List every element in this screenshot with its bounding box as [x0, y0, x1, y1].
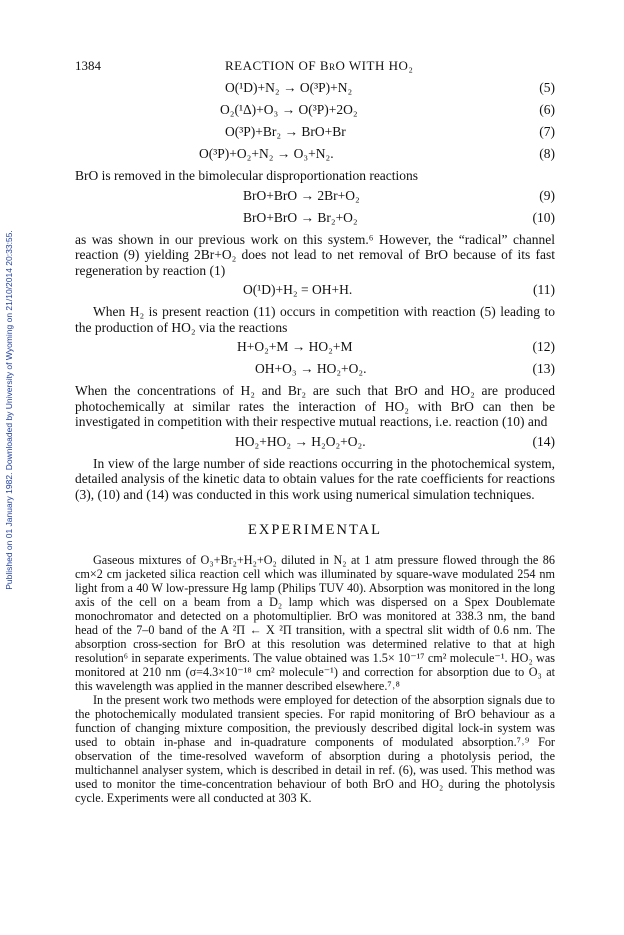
paragraph-h2-present: When H₂ is present reaction (11) occurs in competition with reaction (5) leading to the production of HO₂ via the reactions [75, 304, 555, 335]
paragraph-removal: BrO is removed in the bimolecular disproportionation reactions [75, 168, 419, 183]
equation-12 [75, 339, 555, 361]
equation-number: (6) [539, 102, 555, 117]
equation-13 [75, 361, 555, 383]
equation-formula: BrO+BrO → 2Br+O₂ [243, 187, 360, 203]
equation-7 [75, 124, 555, 146]
equation-11 [75, 282, 555, 304]
equation-8 [75, 146, 555, 168]
paragraph-side-reactions: In view of the large number of side reactions occurring in the photochemical system, detailed analysis of the kinetic data to obtain values for the rate coefficients for reactions (3), (10) and (14) was conducted in this work using numerical simulation techniques. [75, 455, 555, 502]
equation-14 [75, 434, 555, 456]
equation-formula: O(¹D)+H₂ = OH+H. [243, 282, 353, 297]
paragraph-concentrations: When the concentrations of H₂ and Br₂ are such that BrO and HO₂ are produced photochemically at similar rates the interaction of HO₂ with BrO can then be investigated in competition with their respective mutual reactions, i.e. reaction (10) and [75, 383, 555, 429]
equation-9 [75, 188, 555, 210]
running-title: REACTION OF BrO WITH HO₂ [225, 58, 414, 73]
paragraph-radical-channel: as was shown in our previous work on this system.⁶ However, the “radical” channel reaction (9) yielding 2Br+O₂ does not lead to net removal of BrO because of its fast regeneration by reaction (1) [75, 231, 555, 278]
equation-number: (14) [532, 433, 555, 449]
equation-formula: O(¹D)+N₂ → O(³P)+N₂ [225, 80, 353, 95]
equation-formula: O₂(¹Δ)+O₃ → O(³P)+2O₂ [220, 102, 358, 117]
download-watermark [2, 150, 16, 670]
equation-formula: OH+O₃ → HO₂+O₂. [255, 361, 367, 376]
page [75, 58, 555, 805]
equation-number: (8) [539, 146, 555, 161]
equation-formula: BrO+BrO → Br₂+O₂ [243, 209, 358, 225]
equation-6 [75, 102, 555, 124]
download-watermark-text: Published on 01 January 1982. Downloaded by University of Wyoming on 21/10/2014 20:33:55. [4, 230, 14, 590]
equation-number: (12) [532, 339, 555, 354]
equation-formula: O(³P)+Br₂ → BrO+Br [225, 124, 346, 139]
page-header [75, 58, 555, 80]
equation-number: (7) [539, 124, 555, 139]
section-heading-experimental: EXPERIMENTAL [248, 522, 382, 538]
equation-5 [75, 80, 555, 102]
equation-formula: H+O₂+M → HO₂+M [237, 339, 353, 354]
experimental-section [75, 553, 555, 805]
equation-number: (9) [539, 187, 555, 203]
page-number: 1384 [75, 58, 101, 73]
paragraph-gaseous-mixtures: Gaseous mixtures of O₃+Br₂+H₂+O₂ diluted in N₂ at 1 atm pressure flowed through the 86 cm×2 cm jacketed silica reaction cell which was illuminated by square-wave modulated 254 nm light from a 40 W low-pressure Hg lamp (Philips TUV 40). Absorption was monitored in the long axis of the cell on a beam from a D₂ lamp which was dispersed on a Spex Doublemate monochromator and detected on a photomultiplier. BrO was monitored at 338.3 nm, the band head of the 7–0 band of the A ²Π ← X ²Π transition, with a spectral slit width of 0.6 nm. The absorption cross-section for BrO at this resolution was determined relative to that at high resolution⁶ in separate experiments. The value obtained was 1.5× 10⁻¹⁷ cm² molecule⁻¹. HO₂ was monitored at 210 nm (σ=4.3×10⁻¹⁸ cm² molecule⁻¹) and correction for absorption due to O₃ at this wavelength was applied in the manner described elsewhere.⁷˒⁸ [75, 553, 555, 693]
equation-10 [75, 210, 555, 232]
equation-formula: HO₂+HO₂ → H₂O₂+O₂. [235, 433, 366, 449]
equation-number: (13) [532, 361, 555, 376]
equation-number: (10) [532, 209, 555, 225]
paragraph-detection-methods: In the present work two methods were employed for detection of the absorption signals due to the photochemically modulated transient species. For rapid monitoring of BrO behaviour as a function of changing mixture composition, the previously described digital lock-in system was used to obtain in-phase and in-quadrature components of modulated absorption.⁷˒⁹ For observation of the time-resolved waveform of absorption during a photolysis period, the multichannel analyser system, which is described in detail in ref. (6), was used. This method was used to monitor the time-concentration behaviour of both BrO and HO₂ during the photolysis cycle. Experiments were all conducted at 303 K. [75, 693, 555, 805]
equation-formula: O(³P)+O₂+N₂ → O₃+N₂. [199, 146, 334, 161]
equation-number: (11) [533, 282, 555, 297]
equation-number: (5) [539, 80, 555, 95]
